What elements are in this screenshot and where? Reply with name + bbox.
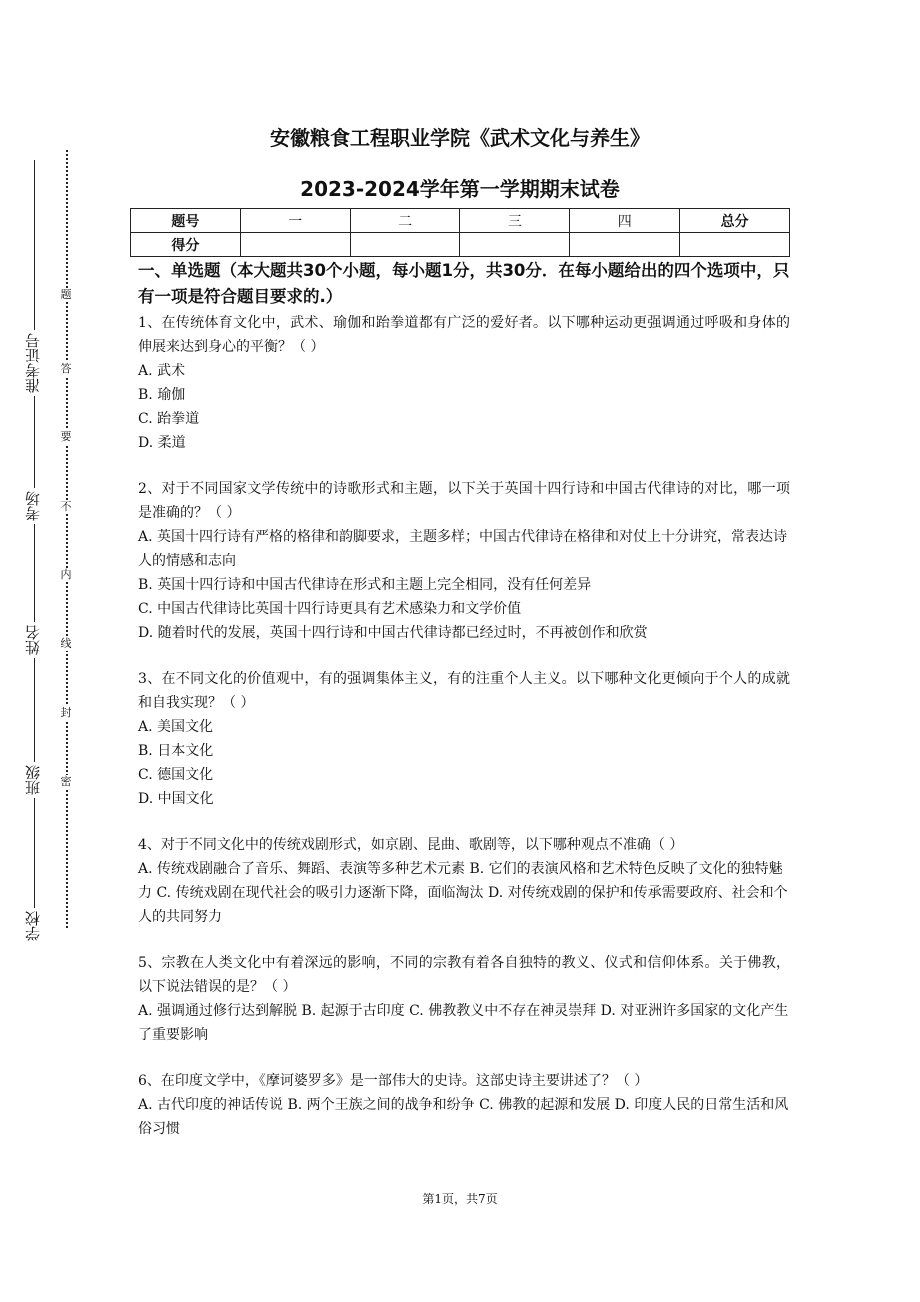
score-cell[interactable] — [460, 233, 570, 257]
question-stem: 3、在不同文化的价值观中，有的强调集体主义，有的注重个人主义。以下哪种文化更倾向于个人的成就和自我实现？（ ） — [138, 671, 790, 711]
column-header: 三 — [460, 209, 570, 233]
score-cell[interactable] — [240, 233, 350, 257]
option-c: C. 德国文化 — [138, 767, 214, 783]
question-6 — [138, 1069, 790, 1141]
score-table-score-row — [131, 233, 790, 257]
question-1 — [138, 311, 790, 455]
option-a: A. 英国十四行诗有严格的格律和韵脚要求，主题多样；中国古代律诗在格律和对仗上十分讲究，常表达诗人的情感和志向 — [138, 529, 788, 569]
seal-char: 线 — [58, 637, 74, 651]
exam-content — [138, 258, 790, 1141]
question-3 — [138, 667, 790, 811]
option-b: B. 瑜伽 — [138, 387, 186, 403]
seal-char: 内 — [58, 568, 74, 582]
option-a: A. 武术 — [138, 363, 186, 379]
name-label: 姓名 — [22, 622, 46, 658]
exam-room-label: 考场 — [22, 488, 46, 524]
question-options: A. 古代印度的神话传说 B. 两个王族之间的战争和纷争 C. 佛教的起源和发展 D. 印度人民的日常生活和风俗习惯 — [138, 1097, 789, 1137]
binding-margin — [0, 0, 80, 1302]
question-2 — [138, 477, 790, 645]
column-header: 四 — [570, 209, 680, 233]
seal-char: 密 — [58, 775, 74, 789]
exam-id-label: 准考证号 — [22, 330, 46, 396]
score-cell-total[interactable] — [680, 233, 790, 257]
option-d: D. 柔道 — [138, 435, 186, 451]
seal-char: 题 — [58, 288, 74, 302]
option-a: A. 美国文化 — [138, 719, 214, 735]
exam-title: 安徽粮食工程职业学院《武术文化与养生》 — [270, 126, 650, 150]
exam-subtitle: 2023-2024学年第一学期期末试卷 — [300, 177, 620, 201]
class-label: 班级 — [22, 762, 46, 798]
question-options: A. 强调通过修行达到解脱 B. 起源于古印度 C. 佛教教义中不存在神灵崇拜 D. 对亚洲许多国家的文化产生了重要影响 — [138, 1003, 789, 1043]
question-4 — [138, 833, 790, 929]
seal-char: 不 — [58, 500, 74, 514]
score-table — [130, 208, 790, 257]
option-b: B. 英国十四行诗和中国古代律诗在形式和主题上完全相同，没有任何差异 — [138, 577, 592, 593]
question-options: A. 传统戏剧融合了音乐、舞蹈、表演等多种艺术元素 B. 它们的表演风格和艺术特色反映了文化的独特魅力 C. 传统戏剧在现代社会的吸引力逐渐下降，面临淘汰 D. 对传统戏剧的保护和传承需要政府、社会和个人的共同努力 — [138, 861, 788, 925]
score-cell[interactable] — [350, 233, 460, 257]
question-stem: 2、对于不同国家文学传统中的诗歌形式和主题，以下关于英国十四行诗和中国古代律诗的对比，哪一项是准确的？（ ） — [138, 481, 790, 521]
question-stem: 5、宗教在人类文化中有着深远的影响，不同的宗教有着各自独特的教义、仪式和信仰体系。关于佛教，以下说法错误的是？（ ） — [138, 955, 790, 995]
option-c: C. 中国古代律诗比英国十四行诗更具有艺术感染力和文学价值 — [138, 601, 522, 617]
column-header: 二 — [350, 209, 460, 233]
column-header: 一 — [240, 209, 350, 233]
option-d: D. 随着时代的发展，英国十四行诗和中国古代律诗都已经过时，不再被创作和欣赏 — [138, 625, 648, 641]
score-cell[interactable] — [570, 233, 680, 257]
score-label: 得分 — [131, 233, 241, 257]
question-stem: 6、在印度文学中，《摩诃婆罗多》是一部伟大的史诗。这部史诗主要讲述了？（ ） — [138, 1073, 649, 1089]
question-stem: 4、对于不同文化中的传统戏剧形式，如京剧、昆曲、歌剧等，以下哪种观点不准确（ ） — [138, 837, 684, 853]
page-footer: 第1页，共7页 — [422, 1192, 498, 1206]
option-d: D. 中国文化 — [138, 791, 214, 807]
question-5 — [138, 951, 790, 1047]
option-b: B. 日本文化 — [138, 743, 214, 759]
seal-char: 封 — [58, 706, 74, 720]
school-label: 学校 — [22, 908, 46, 944]
score-table-header-row — [131, 209, 790, 233]
seal-char: 要 — [58, 430, 74, 444]
seal-dotted-line — [66, 150, 68, 928]
question-number-header: 题号 — [131, 209, 241, 233]
section-title: 一、单选题（本大题共30个小题，每小题1分，共30分．在每小题给出的四个选项中，只有一项是符合题目要求的.） — [138, 261, 790, 306]
seal-char: 答 — [58, 362, 74, 376]
question-stem: 1、在传统体育文化中，武术、瑜伽和跆拳道都有广泛的爱好者。以下哪种运动更强调通过呼吸和身体的伸展来达到身心的平衡？（ ） — [138, 315, 790, 355]
option-c: C. 跆拳道 — [138, 411, 200, 427]
column-header-total: 总分 — [680, 209, 790, 233]
binding-fill-line — [34, 160, 35, 928]
